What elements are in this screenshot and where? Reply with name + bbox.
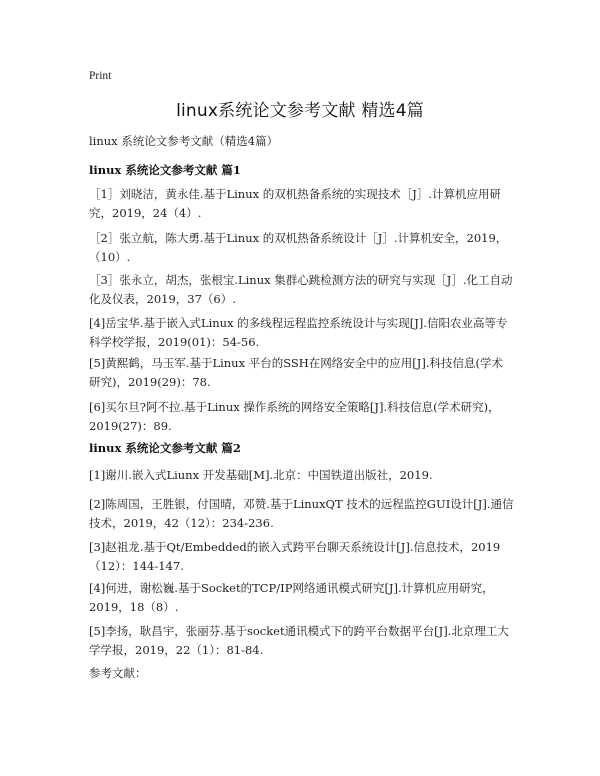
reference-item: [2]陈周国，王胜银，付国晴，邓赞.基于LinuxQT 技术的远程监控GUI设计[J].通信技术，2019，42（12）：234-236. [89, 497, 514, 530]
reference-item: [6]买尔旦?阿不拉.基于Linux 操作系统的网络安全策略[J].科技信息(学术研究)，2019(27)：89. [89, 400, 500, 433]
print-label: Print [89, 70, 112, 82]
reference-item: [5]李扬，耿昌宇，张丽芬.基于socket通讯模式下的跨平台数据平台[J].北京理工大学学报，2019，22（1）：81-84. [89, 624, 509, 657]
reference-item: ［1］刘晓洁，黄永佳.基于Linux 的双机热备系统的实现技术［J］.计算机应用研究，2019，24（4）. [89, 187, 502, 220]
reference-item: [4]何进，谢松巍.基于Socket的TCP/IP网络通讯模式研究[J].计算机应用研究，2019，18（8）. [89, 581, 494, 614]
reference-item: ［2］张立航，陈大勇.基于Linux 的双机热备系统设计［J］.计算机安全，2019，（10）. [89, 231, 508, 264]
reference-item: ［3］张永立，胡杰，张根宝.Linux 集群心跳检测方法的研究与实现［J］.化工自动化及仪表，2019，37（6）. [89, 273, 513, 306]
references-label: 参考文献： [89, 666, 147, 680]
reference-item: [5]黄熙鹤，马玉军.基于Linux 平台的SSH在网络安全中的应用[J].科技信息(学术研究)，2019(29)：78. [89, 356, 504, 389]
reference-item: [4]岳宝华.基于嵌入式Linux 的多线程远程监控系统设计与实现[J].信阳农业高等专科学校学报，2019(01)：54-56. [89, 316, 508, 349]
reference-item: [3]赵祖龙.基于Qt/Embedded的嵌入式跨平台聊天系统设计[J].信息技术，2019（12）：144-147. [89, 540, 501, 573]
document-title: linux系统论文参考文献 精选4篇 [176, 101, 424, 121]
section-heading-1: linux 系统论文参考文献 篇1 [89, 163, 241, 177]
reference-item: [1]谢川.嵌入式Liunx 开发基础[M].北京：中国铁道出版社，2019. [89, 468, 433, 482]
section-heading-2: linux 系统论文参考文献 篇2 [89, 441, 241, 455]
document-subtitle: linux 系统论文参考文献（精选4篇） [89, 134, 279, 148]
